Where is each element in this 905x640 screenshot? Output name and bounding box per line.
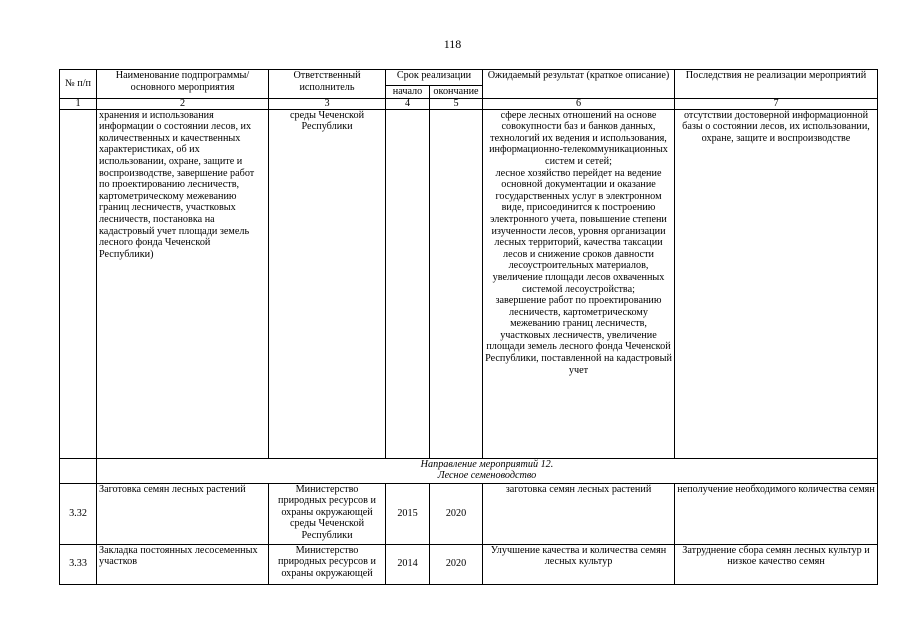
section-num bbox=[60, 458, 97, 483]
row-end bbox=[430, 109, 483, 458]
col-number: 7 bbox=[675, 98, 878, 109]
row-executor: Министерство природных ресурсов и охраны окружающей bbox=[269, 544, 386, 584]
header-row-1 bbox=[60, 70, 878, 86]
header-name: Наименование подпрограммы/ основного мероприятия bbox=[97, 70, 269, 99]
row-end: 2020 bbox=[430, 483, 483, 544]
table-row bbox=[60, 483, 878, 544]
page-number: 118 bbox=[443, 37, 462, 51]
row-name: хранения и использования информации о состоянии лесов, их количественных и качественных характеристиках, об их использовании, охране, защите и воспроизводстве, завершение работ по проектированию лесничеств, картометрическому межеванию границ лесничеств, участковых лесничеств, постановка на кадастровый учет площади земель лесного фонда Чеченской Республики) bbox=[97, 109, 269, 458]
col-number: 5 bbox=[430, 98, 483, 109]
section-title bbox=[97, 458, 878, 483]
row-consequences: отсутствии достоверной информационной базы о состоянии лесов, их использовании, охране, защите и воспроизводстве bbox=[675, 109, 878, 458]
col-number: 2 bbox=[97, 98, 269, 109]
row-num: 3.33 bbox=[60, 544, 97, 584]
header-consequences: Последствия не реализации мероприятий bbox=[675, 70, 878, 99]
row-executor: Министерство природных ресурсов и охраны окружающей среды Чеченской Республики bbox=[269, 483, 386, 544]
numbering-row bbox=[60, 98, 878, 109]
header-num: № п/п bbox=[60, 70, 97, 99]
row-executor: среды Чеченской Республики bbox=[269, 109, 386, 458]
table-row bbox=[60, 544, 878, 584]
section-row bbox=[60, 458, 878, 483]
header-start: начало bbox=[386, 86, 430, 99]
section-title-line1: Направление мероприятий 12. bbox=[420, 458, 554, 470]
row-start: 2014 bbox=[386, 544, 430, 584]
row-num bbox=[60, 109, 97, 458]
header-result: Ожидаемый результат (краткое описание) bbox=[483, 70, 675, 99]
row-num: 3.32 bbox=[60, 483, 97, 544]
row-result: Улучшение качества и количества семян лесных культур bbox=[483, 544, 675, 584]
row-result: заготовка семян лесных растений bbox=[483, 483, 675, 544]
table-row bbox=[60, 109, 878, 458]
row-result: сфере лесных отношений на основе совокупности баз и банков данных, технологий их ведения и использования, информационно-телекоммуникационных систем и сетей; лесное хозяйство перейдет на ведение основной документации и оказание государственных услуг в электронном виде, присоединится к построению электронного учета, повышение степени изученности лесов, уровня организации лесных территорий, качества таксации лесов и снижение сроков давности лесоустроительных материалов, увеличение площади лесов охваченных системой лесоустройства; завершение работ по проектированию лесничеств, картометрическому межеванию границ лесничеств, участковых лесничеств, увеличение площади земель лесного фонда Чеченской Республики, поставленной на кадастровый учет bbox=[483, 109, 675, 458]
row-start: 2015 bbox=[386, 483, 430, 544]
row-name: Закладка постоянных лесосеменных участков bbox=[97, 544, 269, 584]
row-start bbox=[386, 109, 430, 458]
row-consequences: Затруднение сбора семян лесных культур и низкое качество семян bbox=[675, 544, 878, 584]
section-title-line2: Лесное семеноводство bbox=[437, 470, 537, 482]
row-consequences: неполучение необходимого количества семян bbox=[675, 483, 878, 544]
row-end: 2020 bbox=[430, 544, 483, 584]
header-period: Срок реализации bbox=[386, 70, 483, 86]
col-number: 6 bbox=[483, 98, 675, 109]
col-number: 3 bbox=[269, 98, 386, 109]
col-number: 1 bbox=[60, 98, 97, 109]
row-name: Заготовка семян лесных растений bbox=[97, 483, 269, 544]
header-end: окончание bbox=[430, 86, 483, 99]
program-table bbox=[59, 69, 878, 585]
header-executor: Ответственный исполнитель bbox=[269, 70, 386, 99]
col-number: 4 bbox=[386, 98, 430, 109]
